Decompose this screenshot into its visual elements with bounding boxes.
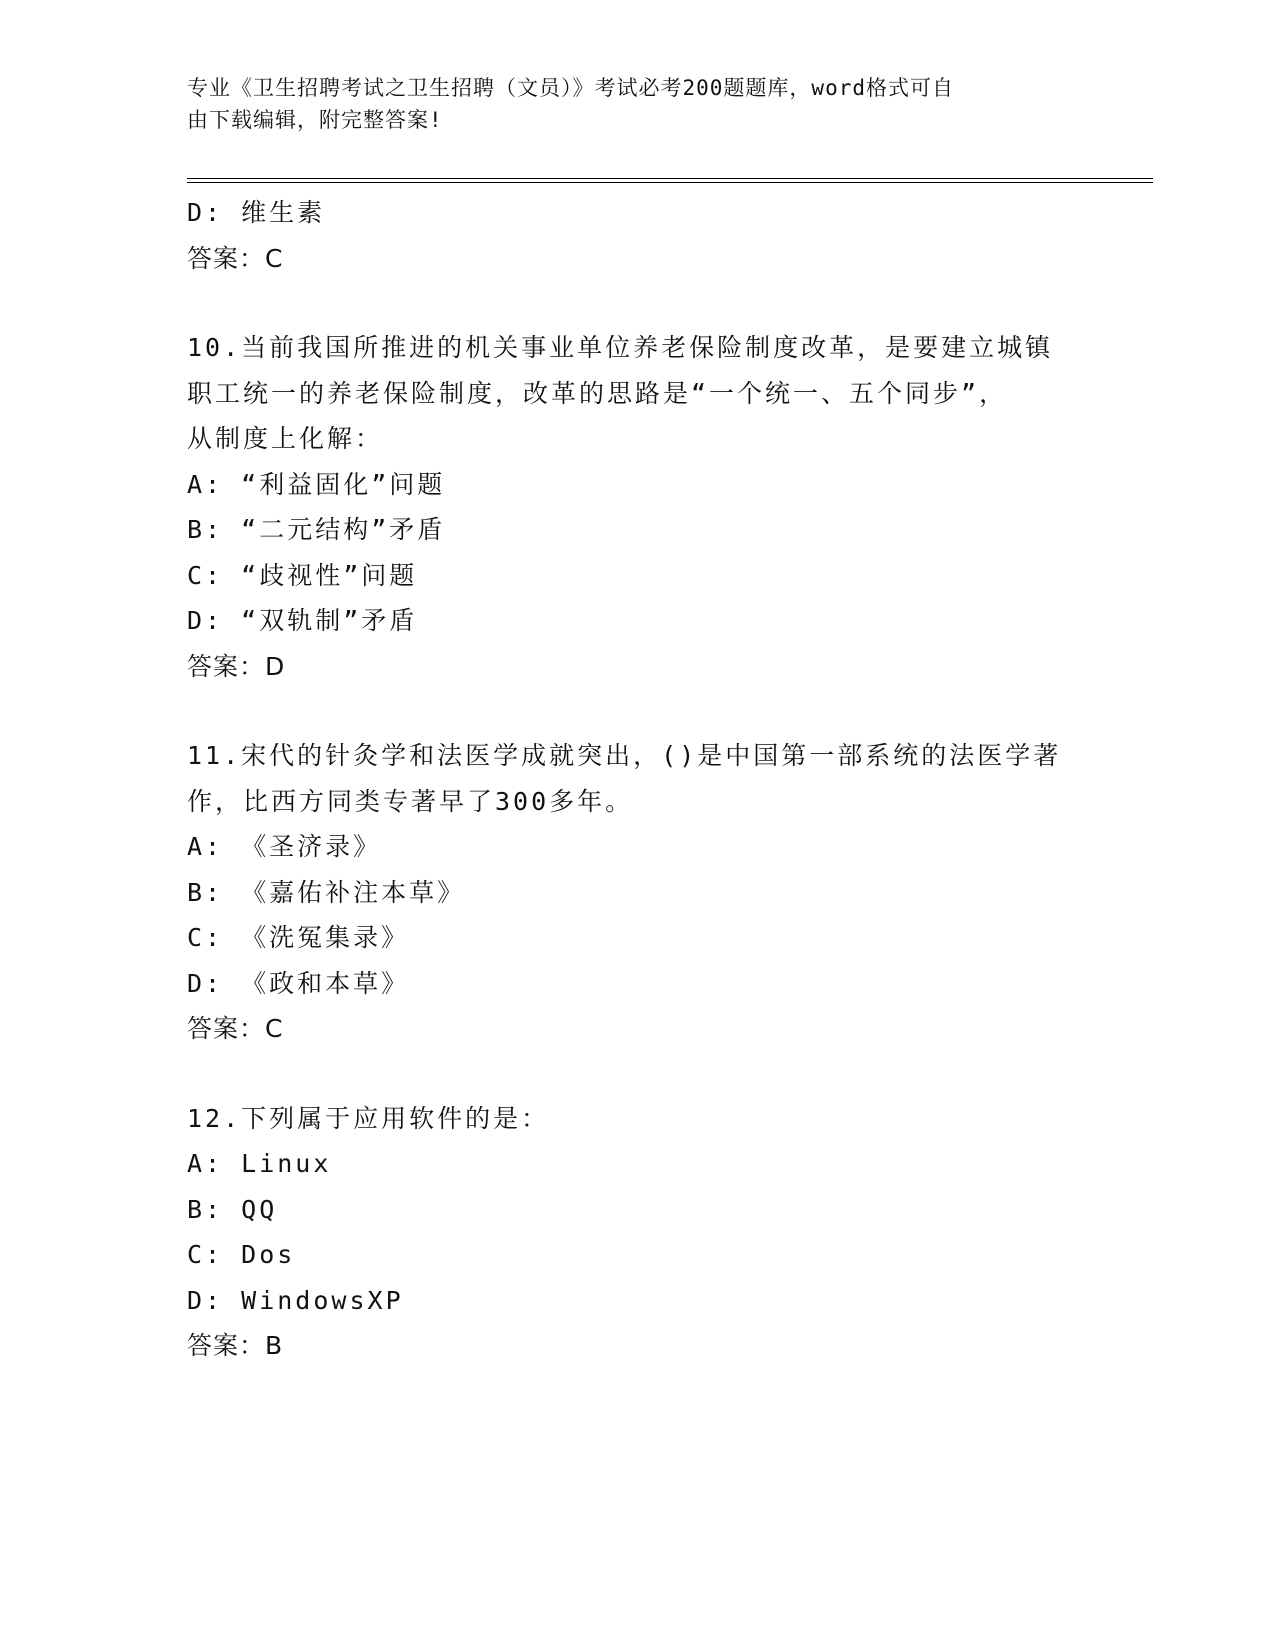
question-stem-line: 10.当前我国所推进的机关事业单位养老保险制度改革，是要建立城镇 bbox=[187, 333, 1054, 362]
answer-line: 答案：B bbox=[187, 1331, 284, 1360]
option-d: D: 《政和本草》 bbox=[187, 968, 410, 998]
document-header bbox=[187, 72, 1067, 136]
previous-question-tail bbox=[187, 190, 1087, 281]
header-divider-top bbox=[187, 178, 1153, 179]
question-stem-line: 11.宋代的针灸学和法医学成就突出，()是中国第一部系统的法医学著 bbox=[187, 741, 1062, 770]
question-12 bbox=[187, 1096, 1087, 1369]
document-body bbox=[187, 190, 1087, 1369]
option-b: B: “二元结构”矛盾 bbox=[187, 515, 446, 544]
question-stem-line: 职工统一的养老保险制度，改革的思路是“一个统一、五个同步”， bbox=[187, 378, 1008, 408]
question-10 bbox=[187, 325, 1087, 689]
question-11 bbox=[187, 733, 1087, 1052]
option-b: B: 《嘉佑补注本草》 bbox=[187, 877, 466, 907]
header-divider-bottom bbox=[187, 182, 1153, 183]
option-c: C: 《洗冤集录》 bbox=[187, 923, 410, 952]
option-d: D: 维生素 bbox=[187, 198, 326, 227]
header-line-1: 专业《卫生招聘考试之卫生招聘（文员）》考试必考200题题库，word格式可自 bbox=[187, 76, 954, 100]
question-stem-line: 从制度上化解： bbox=[187, 424, 384, 453]
header-line-2: 由下载编辑，附完整答案! bbox=[187, 108, 443, 132]
question-stem-line: 作，比西方同类专著早了300多年。 bbox=[187, 786, 634, 816]
option-a: A: 《圣济录》 bbox=[187, 832, 382, 861]
question-stem-line: 12.下列属于应用软件的是： bbox=[187, 1103, 550, 1133]
answer-line: 答案：D bbox=[187, 651, 286, 681]
option-a: A: Linux bbox=[187, 1149, 332, 1178]
answer-line: 答案：C bbox=[187, 243, 284, 273]
option-c: C: “歧视性”问题 bbox=[187, 560, 418, 590]
option-d: D: “双轨制”矛盾 bbox=[187, 606, 418, 635]
option-d: D: WindowsXP bbox=[187, 1285, 404, 1315]
option-a: A: “利益固化”问题 bbox=[187, 469, 446, 499]
option-c: C: Dos bbox=[187, 1240, 296, 1269]
answer-line: 答案：C bbox=[187, 1014, 284, 1043]
option-b: B: QQ bbox=[187, 1194, 278, 1224]
